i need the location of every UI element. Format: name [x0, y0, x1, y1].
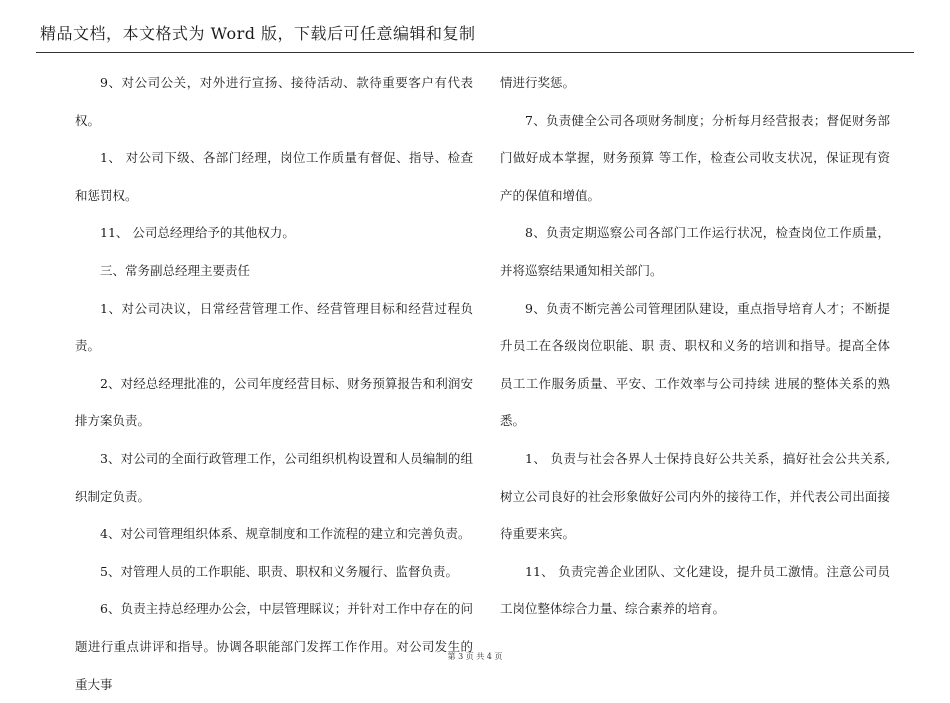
right-column — [500, 64, 890, 628]
paragraph: 9、对公司公关，对外进行宣扬、接待活动、款待重要客户有代表权。 — [75, 75, 473, 128]
page-number: 第 3 页 共 4 页 — [447, 652, 503, 661]
paragraph: 2、对经总经理批准的，公司年度经营目标、财务预算报告和利润安排方案负责。 — [75, 375, 473, 429]
section-heading: 三、常务副总经理主要责任 — [100, 262, 251, 278]
paragraph: 6、负责主持总经理办公会，中层管理睬议；并针对工作中存在的问题进行重点讲评和指导。协调各职能部门发挥工作作用。对公司发生的重大事 — [75, 601, 473, 692]
paragraph: 3、对公司的全面行政管理工作，公司组织机构设置和人员编制的组织制定负责。 — [75, 450, 473, 504]
paragraph: 5、对管理人员的工作职能、职责、职权和义务履行、监督负责。 — [100, 563, 458, 579]
document-header: 精品文档，本文格式为 Word 版，下载后可任意编辑和复制 — [40, 24, 476, 43]
paragraph: 11、 公司总经理给予的其他权力。 — [100, 225, 295, 241]
paragraph-continuation: 情进行奖惩。 — [500, 75, 576, 90]
paragraph: 8、负责定期巡察公司各部门工作运行状况，检查岗位工作质量，并将巡察结果通知相关部门。 — [500, 225, 890, 278]
header-divider — [36, 52, 914, 53]
paragraph: 7、负责健全公司各项财务制度；分析每月经营报表；督促财务部门做好成本掌握，财务预算 等工作，检查公司收支状况，保证现有资产的保值和增值。 — [500, 112, 890, 203]
paragraph: 11、 负责完善企业团队、文化建设，提升员工激情。注意公司员工岗位整体综合力量、综合素养的培育。 — [500, 563, 890, 617]
paragraph: 1、 对公司下级、各部门经理，岗位工作质量有督促、指导、检查和惩罚权。 — [75, 150, 473, 203]
paragraph: 1、对公司决议，日常经营管理工作、经营管理目标和经营过程负责。 — [75, 300, 473, 354]
paragraph: 9、负责不断完善公司管理团队建设，重点指导培育人才；不断提升员工在各级岗位职能、职 责、职权和义务的培训和指导。提高全体员工工作服务质量、平安、工作效率与公司持续 进展的整体关系的熟悉。 — [500, 300, 890, 429]
paragraph: 4、对公司管理组织体系、规章制度和工作流程的建立和完善负责。 — [100, 526, 471, 542]
left-column — [75, 64, 473, 703]
paragraph: 1、 负责与社会各界人士保持良好公共关系，搞好社会公共关系,树立公司良好的社会形象做好公司内外的接待工作，并代表公司出面接待重要来宾。 — [500, 450, 890, 542]
